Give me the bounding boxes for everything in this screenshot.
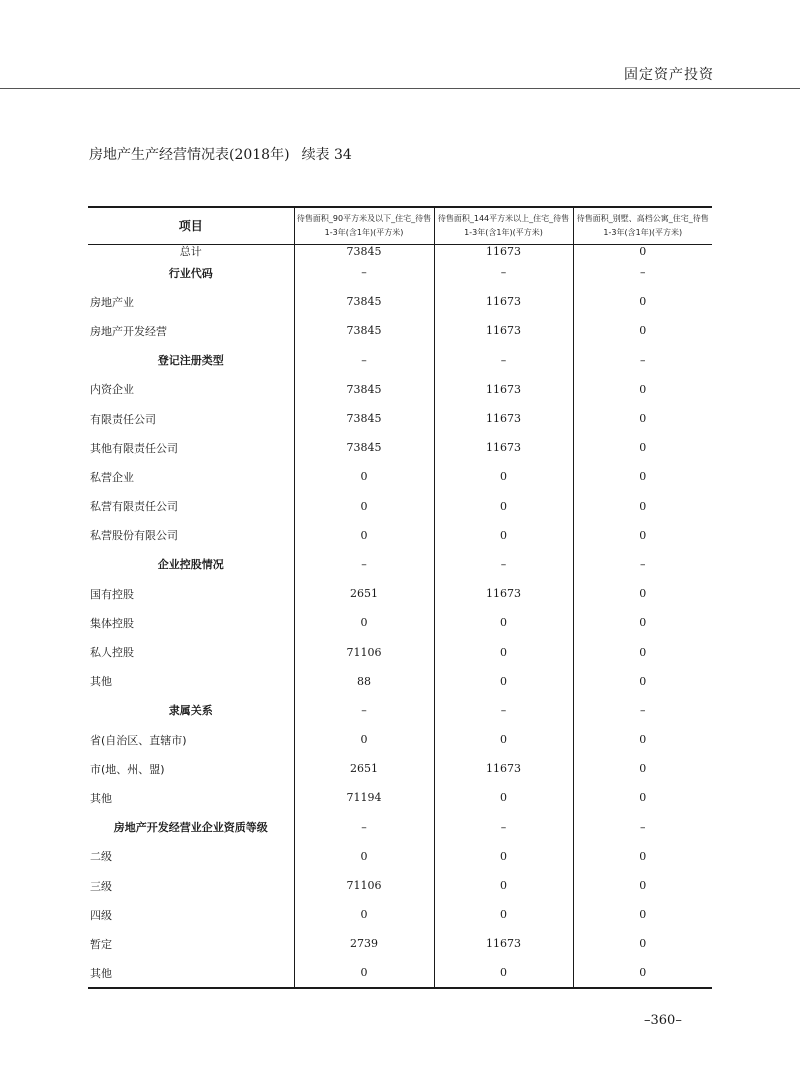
column-header-item: 项目 bbox=[88, 207, 294, 244]
cell-value: 0 bbox=[573, 287, 712, 316]
cell-value: 0 bbox=[573, 929, 712, 958]
cell-value: 0 bbox=[294, 492, 434, 521]
cell-value: 0 bbox=[573, 959, 712, 988]
table-row bbox=[88, 842, 712, 871]
row-label: 暂定 bbox=[90, 937, 112, 951]
cell-value: 0 bbox=[434, 783, 573, 812]
row-category-label: 房地产开发经营业企业资质等级 bbox=[113, 821, 268, 835]
column-header-90sqm: 待售面积_90平方米及以下_住宅_待售1-3年(含1年)(平方米) bbox=[294, 207, 434, 244]
cell-value: 0 bbox=[573, 725, 712, 754]
row-label: 房地产业 bbox=[90, 295, 134, 309]
cell-value: 11673 bbox=[434, 754, 573, 783]
row-label: 市(地、州、盟) bbox=[90, 762, 165, 776]
cell-value: 11673 bbox=[434, 929, 573, 958]
row-label: 集体控股 bbox=[90, 616, 134, 630]
row-label: 私营企业 bbox=[90, 470, 134, 484]
cell-value: 0 bbox=[434, 900, 573, 929]
table-row bbox=[88, 608, 712, 637]
row-category-label: 登记注册类型 bbox=[157, 354, 224, 368]
table-row bbox=[88, 929, 712, 958]
cell-value: 0 bbox=[434, 871, 573, 900]
cell-value: 11673 bbox=[434, 375, 573, 404]
cell-value: – bbox=[434, 346, 573, 375]
cell-value: – bbox=[434, 696, 573, 725]
data-table bbox=[88, 206, 712, 989]
cell-value: 0 bbox=[573, 492, 712, 521]
cell-value: 88 bbox=[294, 667, 434, 696]
cell-value: 0 bbox=[573, 871, 712, 900]
cell-value: – bbox=[573, 696, 712, 725]
table-header-row bbox=[88, 207, 712, 244]
cell-value: 0 bbox=[573, 900, 712, 929]
cell-value: 73845 bbox=[294, 433, 434, 462]
cell-value: – bbox=[294, 696, 434, 725]
cell-value: 0 bbox=[434, 667, 573, 696]
cell-value: 71106 bbox=[294, 637, 434, 666]
cell-value: 0 bbox=[573, 462, 712, 491]
table-row bbox=[88, 725, 712, 754]
cell-value: 73845 bbox=[294, 404, 434, 433]
table-row bbox=[88, 433, 712, 462]
table-row bbox=[88, 404, 712, 433]
cell-value: – bbox=[294, 813, 434, 842]
row-label: 私营有限责任公司 bbox=[90, 500, 178, 514]
cell-value: 0 bbox=[573, 433, 712, 462]
cell-value: 73845 bbox=[294, 287, 434, 316]
cell-value: – bbox=[294, 550, 434, 579]
table-row bbox=[88, 754, 712, 783]
table-row bbox=[88, 637, 712, 666]
table-row bbox=[88, 550, 712, 579]
header-rule bbox=[0, 88, 800, 89]
cell-value: 11673 bbox=[434, 287, 573, 316]
table-row bbox=[88, 346, 712, 375]
cell-value: – bbox=[573, 550, 712, 579]
cell-value: – bbox=[294, 346, 434, 375]
cell-value: – bbox=[434, 550, 573, 579]
table-row bbox=[88, 871, 712, 900]
cell-value: 0 bbox=[573, 244, 712, 258]
table-row bbox=[88, 783, 712, 812]
cell-value: 73845 bbox=[294, 244, 434, 258]
column-header-villa: 待售面积_别墅、高档公寓_住宅_待售1-3年(含1年)(平方米) bbox=[573, 207, 712, 244]
row-label: 其他 bbox=[90, 675, 112, 689]
cell-value: 71106 bbox=[294, 871, 434, 900]
page-number: –360– bbox=[644, 1013, 682, 1028]
cell-value: 73845 bbox=[294, 375, 434, 404]
row-category-label: 行业代码 bbox=[168, 266, 213, 280]
row-category-label: 隶属关系 bbox=[168, 704, 213, 718]
cell-value: 0 bbox=[434, 842, 573, 871]
table-row bbox=[88, 813, 712, 842]
cell-value: 2651 bbox=[294, 579, 434, 608]
table-row bbox=[88, 959, 712, 988]
cell-value: 0 bbox=[573, 608, 712, 637]
cell-value: 0 bbox=[573, 842, 712, 871]
cell-value: 0 bbox=[434, 521, 573, 550]
row-label: 三级 bbox=[90, 879, 112, 893]
table-title bbox=[89, 144, 352, 164]
table-row bbox=[88, 244, 712, 258]
row-category-label: 企业控股情况 bbox=[157, 558, 224, 572]
cell-value: – bbox=[573, 346, 712, 375]
cell-value: 71194 bbox=[294, 783, 434, 812]
cell-value: – bbox=[573, 813, 712, 842]
cell-value: 0 bbox=[294, 900, 434, 929]
table-row bbox=[88, 492, 712, 521]
table-row bbox=[88, 258, 712, 287]
cell-value: 0 bbox=[294, 462, 434, 491]
table-row bbox=[88, 696, 712, 725]
table-row bbox=[88, 900, 712, 929]
cell-value: 0 bbox=[434, 959, 573, 988]
cell-value: 11673 bbox=[434, 316, 573, 345]
cell-value: 0 bbox=[573, 579, 712, 608]
cell-value: 0 bbox=[434, 725, 573, 754]
cell-value: 0 bbox=[434, 637, 573, 666]
cell-value: 0 bbox=[573, 667, 712, 696]
table-row bbox=[88, 375, 712, 404]
cell-value: 0 bbox=[294, 521, 434, 550]
cell-value: 2651 bbox=[294, 754, 434, 783]
row-label: 其他 bbox=[90, 791, 112, 805]
table-row bbox=[88, 316, 712, 345]
row-label: 省(自治区、直辖市) bbox=[90, 733, 187, 747]
cell-value: 0 bbox=[573, 637, 712, 666]
cell-value: 0 bbox=[434, 462, 573, 491]
cell-value: 0 bbox=[434, 608, 573, 637]
row-label: 其他有限责任公司 bbox=[90, 441, 178, 455]
cell-value: 0 bbox=[573, 316, 712, 345]
table-row bbox=[88, 521, 712, 550]
row-label: 房地产开发经营 bbox=[90, 324, 167, 338]
cell-value: – bbox=[434, 813, 573, 842]
cell-value: 0 bbox=[573, 783, 712, 812]
row-label: 四级 bbox=[90, 908, 112, 922]
row-label: 二级 bbox=[90, 850, 112, 864]
cell-value: 73845 bbox=[294, 316, 434, 345]
cell-value: – bbox=[573, 258, 712, 287]
cell-value: 0 bbox=[294, 842, 434, 871]
cell-value: 2739 bbox=[294, 929, 434, 958]
table-row bbox=[88, 462, 712, 491]
table-row bbox=[88, 667, 712, 696]
cell-value: – bbox=[434, 258, 573, 287]
section-header: 固定资产投资 bbox=[624, 67, 714, 83]
cell-value: – bbox=[294, 258, 434, 287]
row-label: 私营股份有限公司 bbox=[90, 529, 178, 543]
row-label: 内资企业 bbox=[90, 383, 134, 397]
cell-value: 0 bbox=[573, 404, 712, 433]
row-label: 私人控股 bbox=[90, 646, 134, 660]
cell-value: 0 bbox=[434, 492, 573, 521]
cell-value: 11673 bbox=[434, 404, 573, 433]
cell-value: 0 bbox=[573, 375, 712, 404]
row-label: 有限责任公司 bbox=[90, 412, 156, 426]
table-row bbox=[88, 287, 712, 316]
cell-value: 11673 bbox=[434, 579, 573, 608]
row-label: 其他 bbox=[88, 959, 294, 988]
cell-value: 0 bbox=[573, 521, 712, 550]
cell-value: 11673 bbox=[434, 433, 573, 462]
column-header-144sqm: 待售面积_144平方米以上_住宅_待售1-3年(含1年)(平方米) bbox=[434, 207, 573, 244]
row-label: 总计 bbox=[179, 244, 202, 258]
table-title-continuation: 续表 34 bbox=[301, 147, 352, 163]
cell-value: 11673 bbox=[434, 244, 573, 258]
cell-value: 0 bbox=[573, 754, 712, 783]
table-title-main: 房地产生产经营情况表(2018年) bbox=[89, 147, 290, 163]
cell-value: 0 bbox=[294, 608, 434, 637]
cell-value: 0 bbox=[294, 959, 434, 988]
cell-value: 0 bbox=[294, 725, 434, 754]
table-row bbox=[88, 579, 712, 608]
row-label: 国有控股 bbox=[90, 587, 134, 601]
